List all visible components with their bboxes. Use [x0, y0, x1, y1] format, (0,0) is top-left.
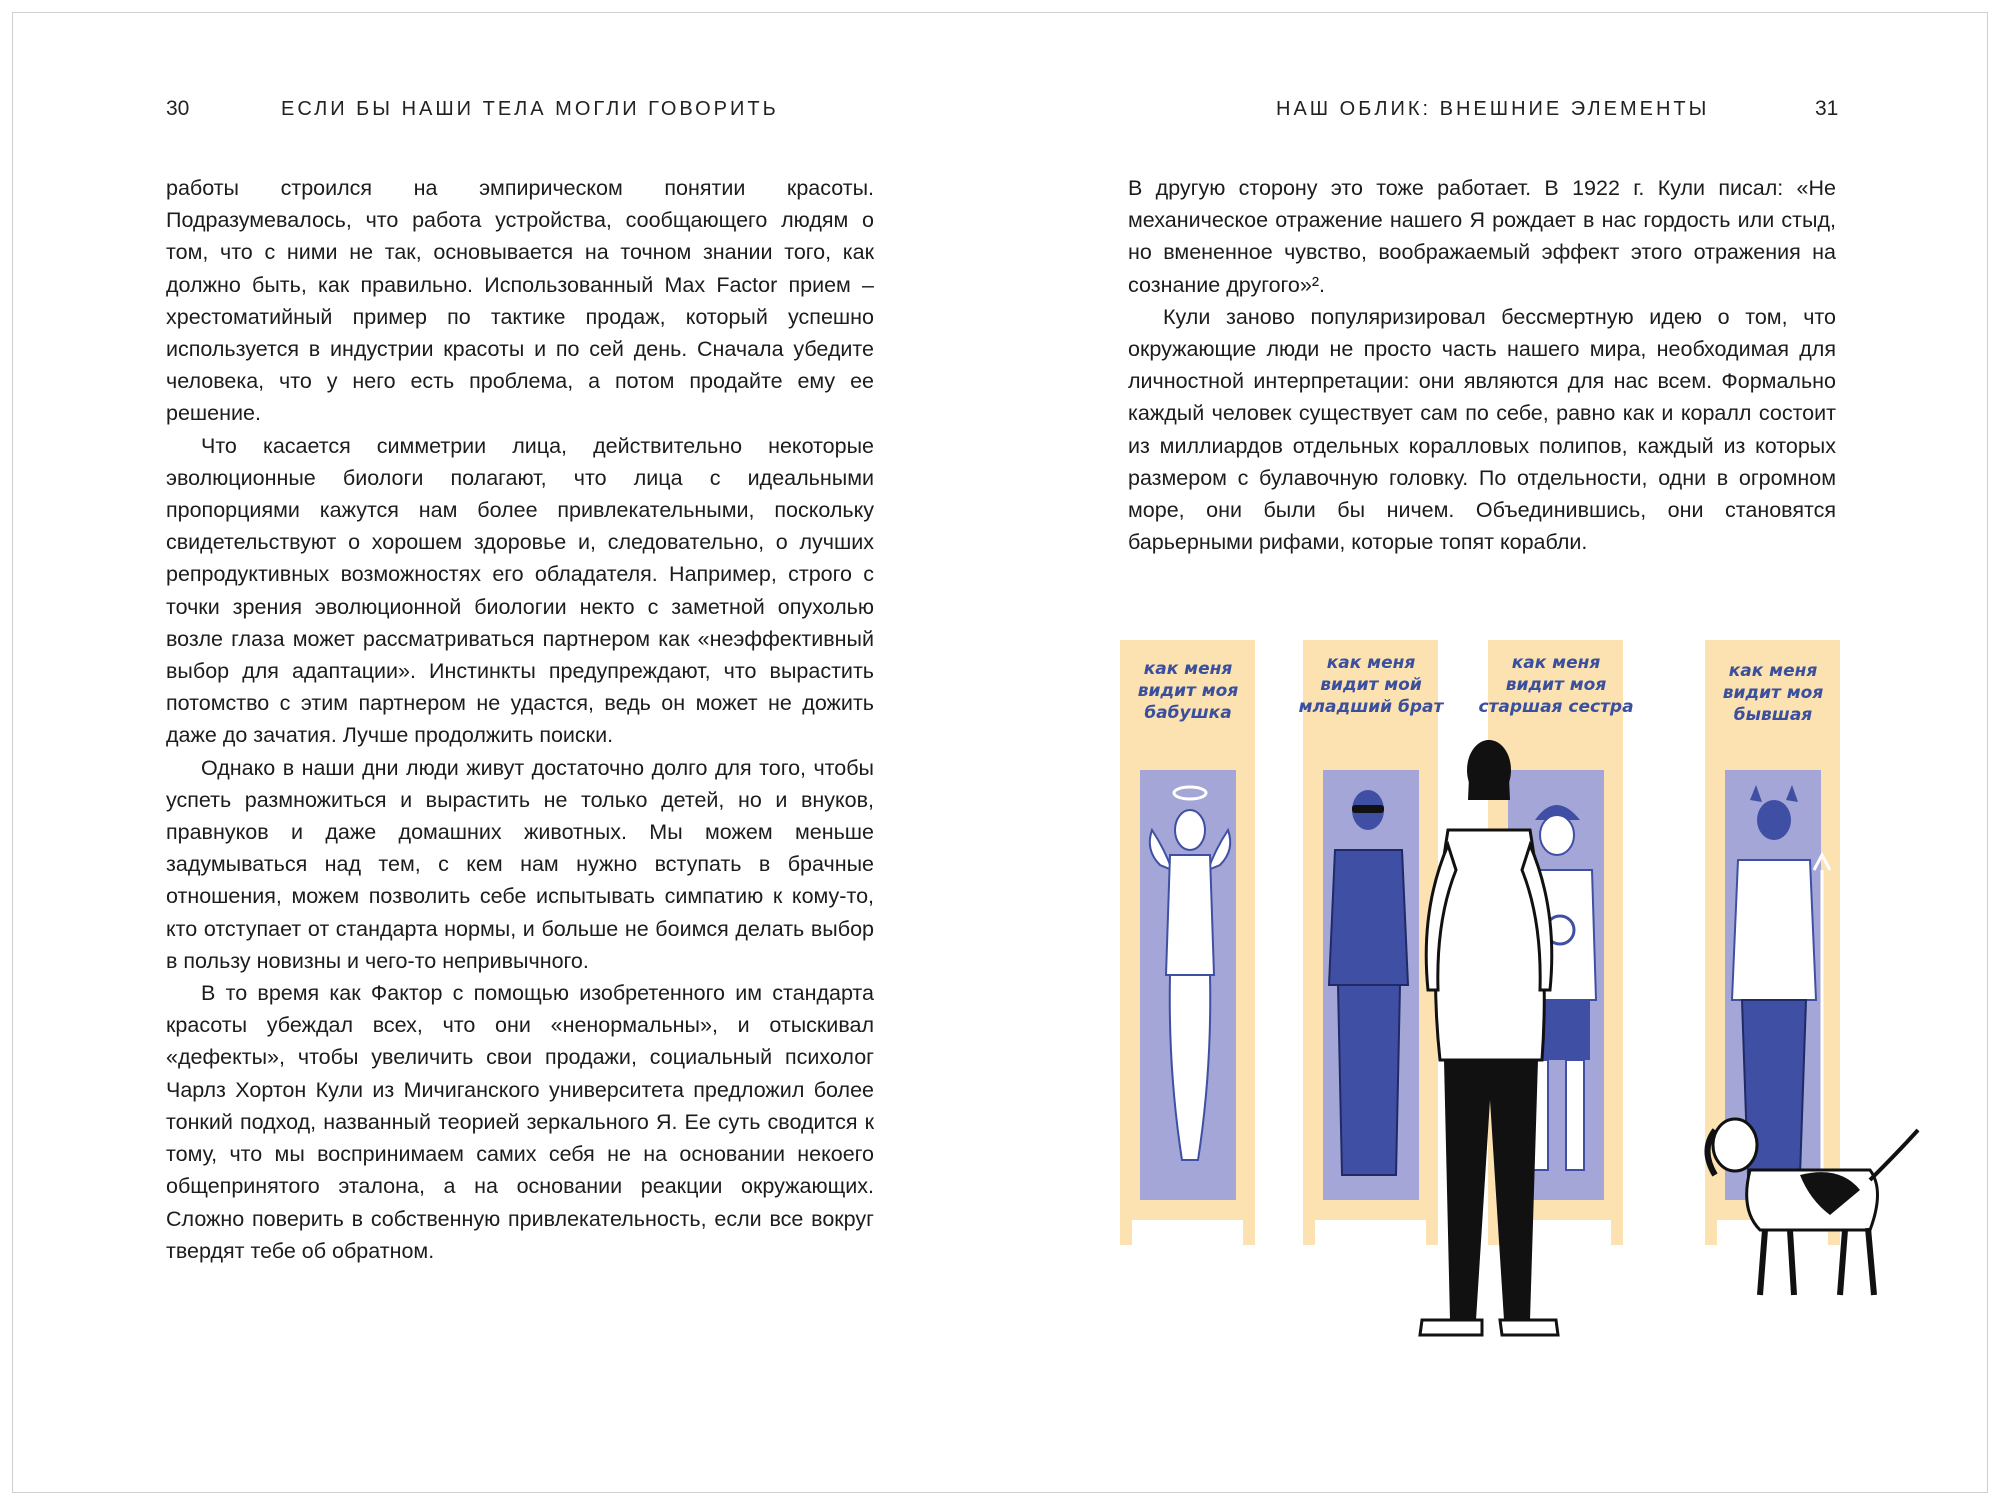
paragraph: В то время как Фактор с помощью изобретенного им стандарта красоты убеждал всех, что они «ненормальны», и отыскивал «дефекты», чтобы увеличить свои продажи, социальный психолог Чарлз Хортон Кули из Мичиганского университета предложил более тонкий подход, названный теорией зеркального Я. Ее суть сводится к тому, что мы воспринимаем самих себя не на основании некоего общепринятого эталона, а на основании реакции окружающих. Сложно поверить в собственную привлекательность, если все вокруг твердят тебе об обратном.: [166, 981, 874, 1263]
paragraph: Что касается симметрии лица, действительно некоторые эволюционные биологи полагают, что лица с идеальными пропорциями кажутся нам более привлекательными, поскольку свидетельствуют о хорошем здоровье и, следовательно, о лучших репродуктивных возможностях его обладателя. Например, строго с точки зрения эволюционной биологии некто с заметной опухолью возле глаза может рассматриваться партнером как «неэффективный выбор для адаптации». Инстинкты предупреждают, что вырастить потомство с этим партнером не удастся, ведь он может не дожить даже до зачатия. Лучше продолжить поиски.: [166, 433, 874, 748]
dog-head: [1713, 1119, 1757, 1171]
mirror-label-line: бывшая: [1733, 705, 1813, 725]
paragraph: работы строился на эмпирическом понятии красоты. Подразумевалось, что работа устройства, сообщающего людям о том, что с ними не так, основывается на точном знании того, как должно быть, как правильно. Использованный Max Factor прием – хрестоматийный пример по тактике продаж, который успешно используется в индустрии красоты и по сей день. Сначала убедите человека, что у него есть проблема, а потом продайте ему ее решение.: [166, 176, 874, 426]
left-body-text: [166, 172, 874, 1267]
mirror-label-line: бабушка: [1144, 703, 1232, 723]
right-running-head: НАШ ОБЛИК: ВНЕШНИЕ ЭЛЕМЕНТЫ: [1276, 98, 1710, 120]
mirror-label-line: старшая сестра: [1478, 697, 1634, 717]
paragraph: Кули заново популяризировал бессмертную идею о том, что окружающие люди не просто часть нашего мира, необходимая для личностной интерпретации: они являются для нас всем. Формально каждый человек существует сам по себе, равно как и коралл состоит из миллиардов отдельных коралловых полипов, каждый из которых размером с булавочную головку. По отдельности, одни в огромном море, они были бы ничем. Объединившись, они становятся барьерными рифами, которые топят корабли.: [1128, 304, 1836, 555]
shoe-icon: [1500, 1320, 1558, 1335]
right-page-number: 31: [1815, 97, 1839, 120]
left-running-head: ЕСЛИ БЫ НАШИ ТЕЛА МОГЛИ ГОВОРИТЬ: [281, 98, 779, 120]
mirrors-illustration: [1110, 630, 1950, 1350]
mirror-label-line: как меня: [1728, 661, 1818, 681]
mirror-label-line: видит моя: [1137, 681, 1239, 701]
mirror-label-line: как меня: [1326, 653, 1416, 673]
left-page-number: 30: [166, 97, 190, 120]
shoe-icon: [1420, 1320, 1482, 1335]
paragraph: Однако в наши дни люди живут достаточно долго для того, чтобы успеть размножиться и вырастить не только детей, но и внуков, правнуков и даже домашних животных. Мы можем меньше задумываться над тем, с кем нам нужно вступать в брачные отношения, можем позволить себе испытывать симпатию к кому-то, кто отступает от стандарта нормы, и больше не боимся делать выбор в пользу новизны и чего-то непривычного.: [166, 755, 874, 973]
mirror-label-line: как меня: [1143, 659, 1233, 679]
mirror-label-line: видит моя: [1722, 683, 1824, 703]
mirror-label-line: младший брат: [1298, 697, 1444, 717]
mirror-label-line: как меня: [1511, 653, 1601, 673]
mirror-younger-brother: [1299, 640, 1445, 1245]
right-body-text: [1128, 172, 1836, 558]
person-head: [1467, 740, 1511, 800]
mirror-label-line: видит мой: [1320, 675, 1422, 695]
mirror-label-line: видит моя: [1505, 675, 1607, 695]
paragraph: В другую сторону это тоже работает. В 1922 г. Кули писал: «Не механическое отражение нашего Я рождает в нас гордость или стыд, но вмененное чувство, воображаемый эффект этого отражения на сознание другого»².: [1128, 176, 1836, 297]
mirror-grandmother: [1120, 640, 1255, 1245]
sunglasses-icon: [1352, 805, 1384, 813]
dog-tail: [1870, 1130, 1918, 1180]
